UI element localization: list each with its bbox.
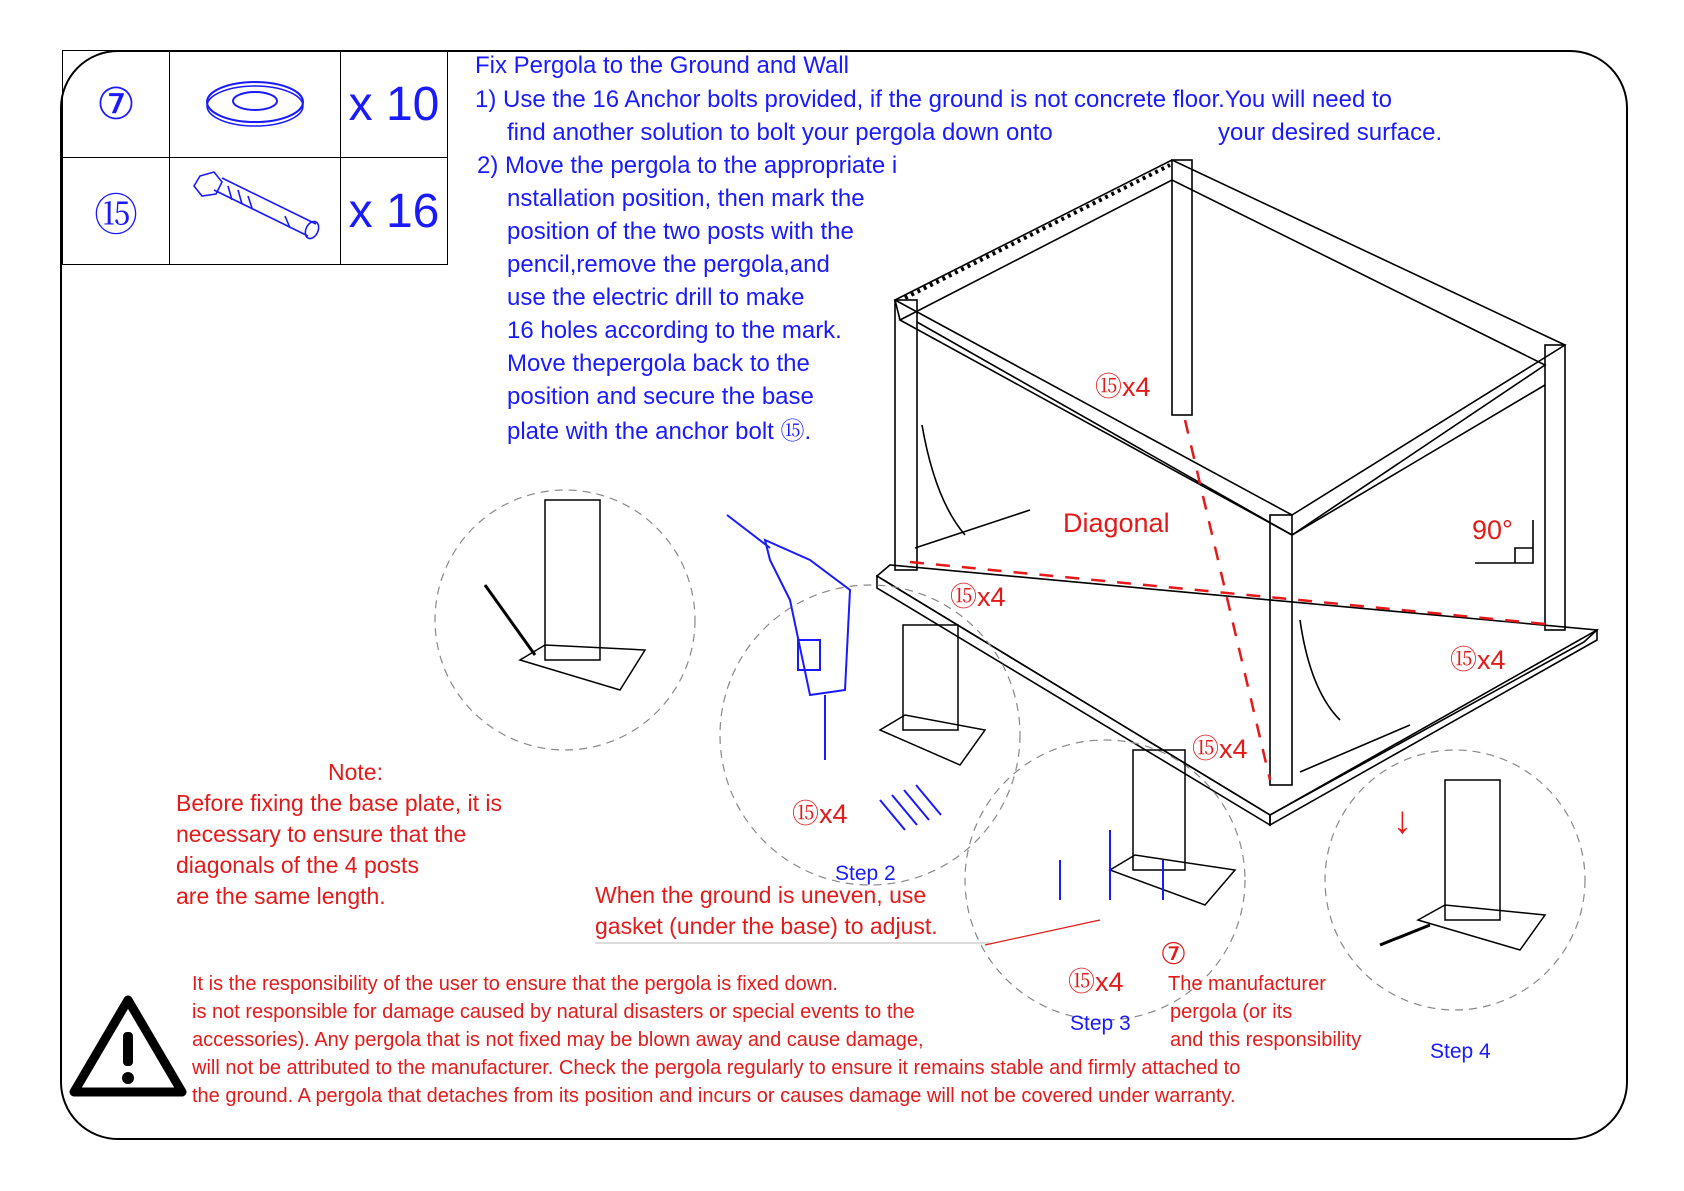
- step-3-label: Step 3: [1070, 1012, 1131, 1035]
- bolt-label-top: ⑮x4: [1095, 372, 1151, 402]
- warning-side-line: pergola (or its: [1170, 1001, 1293, 1023]
- instruction-step2-line: position and secure the base: [507, 383, 814, 410]
- instruction-step1-line: find another solution to bolt your pergola down onto: [507, 119, 1053, 146]
- instruction-step1-line: 1) Use the 16 Anchor bolts provided, if the ground is not concrete floor.You will need to: [475, 86, 1393, 113]
- instruction-step2-line: plate with the anchor bolt ⑮.: [507, 418, 812, 445]
- instruction-step2-line: 16 holes according to the mark.: [507, 317, 842, 344]
- arrow-down-icon: ↓: [1393, 800, 1412, 842]
- warning-line: It is the responsibility of the user to ensure that the pergola is fixed down.: [192, 973, 838, 995]
- part-number: ⑦: [63, 51, 170, 158]
- warning-side-line: and this responsibility: [1170, 1029, 1362, 1051]
- note-line: Before fixing the base plate, it is: [176, 790, 503, 816]
- instruction-step1-line: your desired surface.: [1218, 119, 1443, 146]
- warning-triangle-icon: [74, 1000, 182, 1092]
- instruction-step2-line: nstallation position, then mark the: [507, 185, 865, 212]
- part-quantity: x 16: [341, 158, 448, 265]
- bolt-label-left: ⑮x4: [950, 582, 1006, 612]
- instruction-step2-line: position of the two posts with the: [507, 218, 854, 245]
- bolt-label-step2: ⑮x4: [792, 799, 848, 829]
- uneven-note-line: gasket (under the base) to adjust.: [595, 913, 938, 939]
- note-line: are the same length.: [176, 883, 386, 909]
- note-line: diagonals of the 4 posts: [176, 852, 419, 878]
- right-angle-label: 90°: [1472, 515, 1513, 545]
- uneven-note-line: When the ground is uneven, use: [595, 882, 927, 908]
- part-number: ⑮: [63, 158, 170, 265]
- part-quantity: x 10: [341, 51, 448, 158]
- washer-label-step3: ⑦: [1160, 938, 1187, 971]
- bolt-label-right: ⑮x4: [1450, 645, 1506, 675]
- note-title: Note:: [328, 759, 383, 785]
- instruction-step2-line: use the electric drill to make: [507, 284, 805, 311]
- warning-line: the ground. A pergola that detaches from its position and incurs or causes damage will not be covered under warranty.: [192, 1085, 1236, 1107]
- warning-line: will not be attributed to the manufacturer. Check the pergola regularly to ensure it remains stable and firmly attached to: [192, 1057, 1241, 1079]
- bolt-label-front: ⑮x4: [1192, 734, 1248, 764]
- step-4-label: Step 4: [1430, 1040, 1491, 1063]
- bolt-label-step3: ⑮x4: [1068, 967, 1124, 997]
- warning-line: is not responsible for damage caused by natural disasters or special events to the: [192, 1001, 915, 1023]
- note-line: necessary to ensure that the: [176, 821, 467, 847]
- instructions-title: Fix Pergola to the Ground and Wall: [475, 52, 849, 79]
- instruction-step2-line: Move thepergola back to the: [507, 350, 810, 377]
- diagonal-label: Diagonal: [1063, 508, 1170, 538]
- warning-line: accessories). Any pergola that is not fixed may be blown away and cause damage,: [192, 1029, 924, 1051]
- warning-side-line: The manufacturer: [1168, 973, 1326, 995]
- instruction-step2-line: 2) Move the pergola to the appropriate i: [477, 152, 898, 179]
- instruction-step2-line: pencil,remove the pergola,and: [507, 251, 830, 278]
- step-2-label: Step 2: [835, 862, 896, 885]
